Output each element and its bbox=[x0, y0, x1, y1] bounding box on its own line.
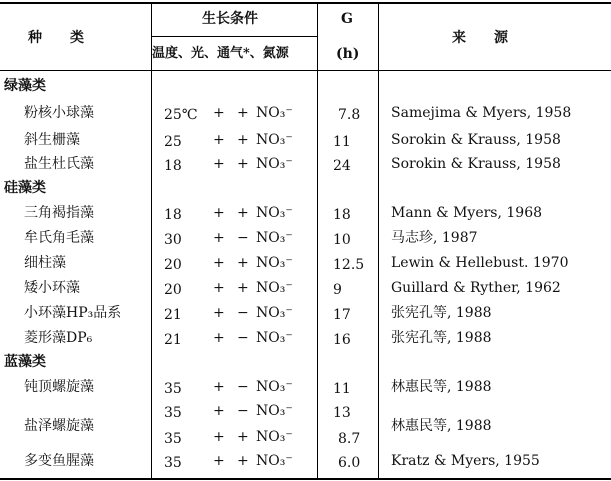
temperature: 21 bbox=[164, 307, 182, 323]
group-label-green-algae: 绿藻类 bbox=[4, 78, 46, 94]
light: + bbox=[213, 330, 225, 346]
header-species: 种 类 bbox=[28, 30, 84, 46]
temperature: 25℃ bbox=[164, 107, 198, 123]
light: + bbox=[213, 403, 225, 419]
aeration: + bbox=[237, 205, 249, 221]
temperature: 21 bbox=[164, 332, 182, 348]
temperature: 35 bbox=[164, 381, 182, 397]
species-name: 盐生杜氏藻 bbox=[24, 156, 94, 172]
source-citation: 张宪孔等, 1988 bbox=[391, 330, 492, 346]
source-citation: 林惠民等, 1988 bbox=[391, 418, 492, 434]
light: + bbox=[213, 105, 225, 121]
aeration: − bbox=[237, 305, 249, 321]
generation-time: 10 bbox=[333, 232, 351, 248]
temperature: 35 bbox=[164, 455, 182, 471]
nitrogen-source: NO₃⁻ bbox=[256, 132, 293, 148]
header-source: 来 源 bbox=[452, 30, 508, 46]
header-g: G bbox=[341, 11, 353, 27]
light: + bbox=[213, 453, 225, 469]
light: + bbox=[213, 379, 225, 395]
source-citation: Mann & Myers, 1968 bbox=[391, 205, 543, 221]
aeration: + bbox=[237, 156, 249, 172]
generation-time: 18 bbox=[333, 207, 351, 223]
temperature: 18 bbox=[164, 158, 182, 174]
generation-time: 9 bbox=[333, 282, 342, 298]
species-name: 细柱藻 bbox=[24, 255, 66, 271]
table-top-rule bbox=[0, 2, 611, 4]
generation-time: 17 bbox=[333, 307, 351, 323]
generation-time: 24 bbox=[333, 158, 351, 174]
generation-time: 12.5 bbox=[333, 257, 365, 273]
col-divider-3 bbox=[378, 3, 379, 479]
aeration: − bbox=[237, 403, 249, 419]
aeration: + bbox=[237, 280, 249, 296]
source-citation: 张宪孔等, 1988 bbox=[391, 305, 492, 321]
light: + bbox=[213, 305, 225, 321]
nitrogen-source: NO₃⁻ bbox=[256, 230, 293, 246]
temperature: 35 bbox=[164, 405, 182, 421]
group-label-diatoms: 硅藻类 bbox=[4, 180, 46, 196]
temperature: 35 bbox=[164, 431, 182, 447]
source-citation: Sorokin & Krauss, 1958 bbox=[391, 156, 561, 172]
aeration: − bbox=[237, 330, 249, 346]
nitrogen-source: NO₃⁻ bbox=[256, 429, 293, 445]
aeration: + bbox=[237, 429, 249, 445]
generation-time: 7.8 bbox=[338, 107, 361, 123]
generation-time: 8.7 bbox=[338, 431, 361, 447]
source-citation: 林惠民等, 1988 bbox=[391, 379, 492, 395]
generation-time: 11 bbox=[333, 134, 351, 150]
aeration: + bbox=[237, 105, 249, 121]
temperature: 25 bbox=[164, 134, 182, 150]
source-citation: Guillard & Ryther, 1962 bbox=[391, 280, 561, 296]
temperature: 20 bbox=[164, 257, 182, 273]
species-name: 粉核小球藻 bbox=[24, 105, 94, 121]
light: + bbox=[213, 205, 225, 221]
nitrogen-source: NO₃⁻ bbox=[256, 379, 293, 395]
light: + bbox=[213, 132, 225, 148]
species-name: 三角褐指藻 bbox=[24, 205, 94, 221]
nitrogen-source: NO₃⁻ bbox=[256, 156, 293, 172]
source-citation: Kratz & Myers, 1955 bbox=[391, 453, 540, 469]
generation-time: 13 bbox=[333, 405, 351, 421]
header-g-unit: (h) bbox=[336, 46, 360, 62]
nitrogen-source: NO₃⁻ bbox=[256, 105, 293, 121]
aeration: − bbox=[237, 230, 249, 246]
species-name: 牟氏角毛藻 bbox=[24, 230, 94, 246]
nitrogen-source: NO₃⁻ bbox=[256, 305, 293, 321]
temperature: 20 bbox=[164, 282, 182, 298]
generation-time: 11 bbox=[333, 381, 351, 397]
nitrogen-source: NO₃⁻ bbox=[256, 280, 293, 296]
aeration: − bbox=[237, 379, 249, 395]
species-name: 盐泽螺旋藻 bbox=[24, 418, 94, 434]
light: + bbox=[213, 280, 225, 296]
species-name: 钝顶螺旋藻 bbox=[24, 379, 94, 395]
light: + bbox=[213, 429, 225, 445]
generation-time: 16 bbox=[333, 332, 351, 348]
source-citation: 马志珍, 1987 bbox=[391, 230, 478, 246]
nitrogen-source: NO₃⁻ bbox=[256, 205, 293, 221]
generation-time: 6.0 bbox=[338, 455, 361, 471]
col-divider-1 bbox=[151, 3, 152, 479]
col-divider-2 bbox=[317, 3, 318, 479]
aeration: + bbox=[237, 255, 249, 271]
light: + bbox=[213, 255, 225, 271]
header-conditions: 生长条件 bbox=[202, 11, 258, 27]
nitrogen-source: NO₃⁻ bbox=[256, 330, 293, 346]
group-label-cyanobacteria: 蓝藻类 bbox=[4, 354, 46, 370]
source-citation: Sorokin & Krauss, 1958 bbox=[391, 132, 561, 148]
header-mid-rule bbox=[151, 36, 317, 37]
species-name: 矮小环藻 bbox=[24, 280, 80, 296]
species-name: 菱形藻DP₆ bbox=[24, 330, 93, 346]
aeration: + bbox=[237, 132, 249, 148]
temperature: 18 bbox=[164, 207, 182, 223]
species-name: 小环藻HP₃品系 bbox=[24, 305, 122, 321]
nitrogen-source: NO₃⁻ bbox=[256, 255, 293, 271]
header-conditions-detail: 温度、光、通气*、氮源 bbox=[152, 46, 289, 61]
species-name: 多变鱼腥藻 bbox=[24, 453, 94, 469]
species-name: 斜生栅藻 bbox=[24, 132, 80, 148]
aeration: + bbox=[237, 453, 249, 469]
nitrogen-source: NO₃⁻ bbox=[256, 453, 293, 469]
header-bottom-rule bbox=[0, 70, 611, 71]
light: + bbox=[213, 230, 225, 246]
source-citation: Lewin & Hellebust. 1970 bbox=[391, 255, 569, 271]
light: + bbox=[213, 156, 225, 172]
nitrogen-source: NO₃⁻ bbox=[256, 403, 293, 419]
temperature: 30 bbox=[164, 232, 182, 248]
source-citation: Samejima & Myers, 1958 bbox=[391, 105, 572, 121]
table-bottom-rule bbox=[0, 478, 611, 480]
